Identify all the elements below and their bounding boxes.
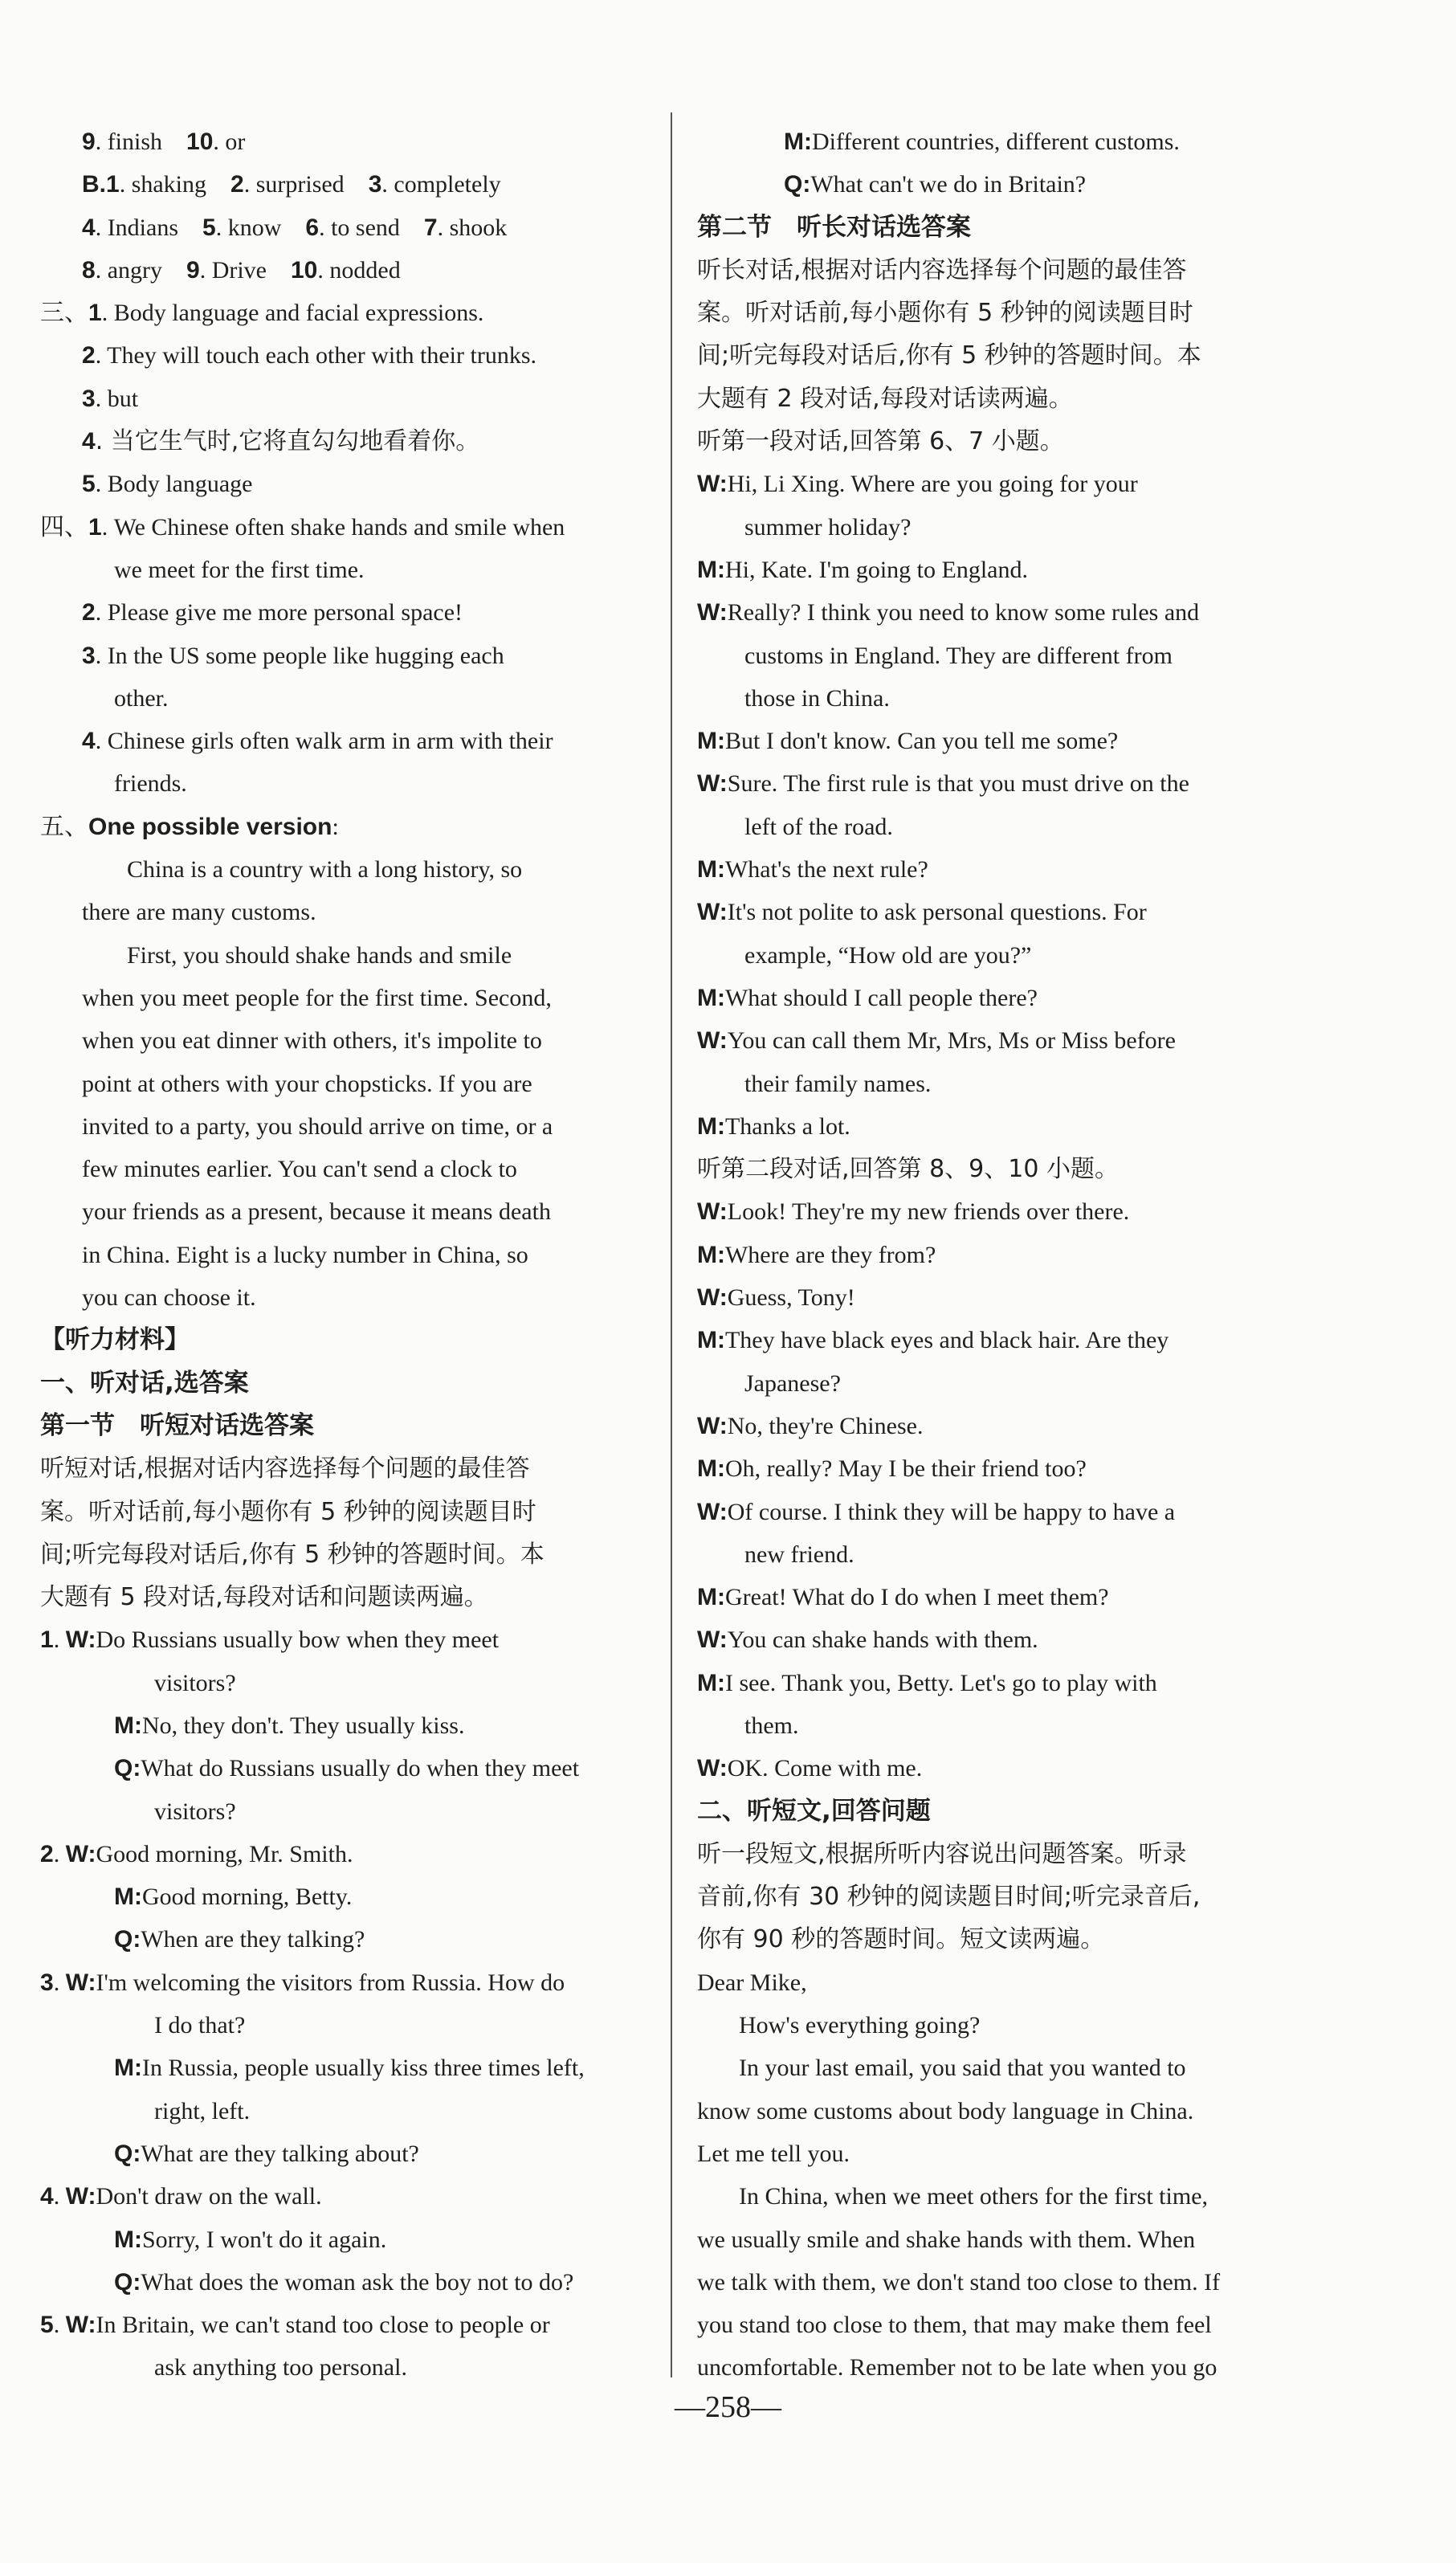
c1-turn — [697, 1019, 1315, 1062]
dialogue-text: Oh, really? May I be their friend too? — [724, 1455, 1087, 1483]
speaker-label: M: — [697, 556, 725, 583]
letter-line: Let me tell you. — [697, 2140, 850, 2167]
intro-line: 听长对话,根据对话内容选择每个问题的最佳答 — [697, 255, 1187, 284]
c1-turn-cont: example, “How old are you?” — [744, 941, 1032, 969]
speaker-label: W: — [697, 1027, 728, 1055]
dialogue-text: Great! What do I do when I meet them? — [724, 1584, 1109, 1611]
dialogue-1-q: Q:What do Russians usually do when they meet — [114, 1755, 580, 1782]
column-divider — [671, 112, 672, 2377]
dialogue-2-m: M:Good morning, Betty. — [114, 1883, 353, 1911]
letter-line: you stand too close to them, that may make them feel — [697, 2312, 1212, 2339]
speaker-label: M: — [697, 984, 725, 1011]
c2-turn — [697, 1747, 1315, 1790]
essay-line: your friends as a present, because it means death — [82, 1198, 551, 1226]
sec4-answer-1-cont: we meet for the first time. — [114, 556, 365, 583]
c1-turn — [697, 720, 1315, 762]
speaker-label: W: — [697, 599, 728, 626]
dialogue-text: Sure. The first rule is that you must drive on the — [727, 770, 1189, 798]
c2-turn — [697, 1276, 1315, 1319]
intro-line: 案。听对话前,每小题你有 5 秒钟的阅读题目时 — [40, 1497, 536, 1526]
intro-line: 间;听完每段对话后,你有 5 秒钟的答题时间。本 — [697, 341, 1201, 370]
speaker-label: M: — [697, 1241, 725, 1268]
sec4-answer-3-cont: other. — [114, 684, 169, 712]
c1-turn-cont: summer holiday? — [744, 513, 912, 541]
speaker-label: W: — [697, 1412, 728, 1439]
c1-turn-cont: left of the road. — [744, 813, 893, 840]
c2-turn — [697, 1447, 1315, 1490]
sec3-answer-4: 4. 当它生气时,它将直勾勾地看着你。 — [82, 427, 480, 456]
dialogue-text: But I don't know. Can you tell me some? — [724, 728, 1119, 755]
sec4-answer-1: 四、1. We Chinese often shake hands and smile when — [40, 512, 565, 541]
c2-turn — [697, 1576, 1315, 1618]
listening-sec1-heading: 第一节 听短对话选答案 — [40, 1410, 314, 1440]
speaker-label: W: — [697, 770, 728, 798]
speaker-label: M: — [697, 1584, 725, 1611]
dialogue-text: It's not polite to ask personal questions. For — [727, 899, 1147, 926]
conversation-1 — [697, 463, 1315, 1148]
speaker-label: M: — [697, 856, 725, 884]
speaker-label: M: — [697, 728, 725, 755]
essay-line: in China. Eight is a lucky number in China, so — [82, 1241, 528, 1268]
speaker-label: M: — [697, 1669, 725, 1696]
c1-turn — [697, 762, 1315, 805]
conversation-2 — [697, 1190, 1315, 1790]
letter-line: In your last email, you said that you wanted to — [739, 2055, 1186, 2082]
dialogue-3-m: M:In Russia, people usually kiss three times left, — [114, 2055, 585, 2082]
dialogue-text: You can call them Mr, Mrs, Ms or Miss before — [727, 1027, 1176, 1055]
dialogue-line-cont: visitors? — [154, 1798, 236, 1825]
c1-turn — [697, 891, 1315, 933]
answer-line-b3: 8. angry 9. Drive 10. nodded — [82, 256, 401, 284]
speaker-label: W: — [697, 1626, 728, 1654]
answer-line-b2: 4. Indians 5. know 6. to send 7. shook — [82, 214, 508, 241]
dialogue-text: Thanks a lot. — [724, 1112, 850, 1140]
dialogue-1-w: 1. W:Do Russians usually bow when they meet — [40, 1626, 500, 1654]
conversation-1-prompt: 听第一段对话,回答第 6、7 小题。 — [697, 427, 1064, 456]
speaker-label: W: — [697, 1498, 728, 1525]
speaker-label: W: — [697, 1284, 728, 1312]
letter-line: we talk with them, we don't stand too close to them. If — [697, 2268, 1221, 2296]
sec3-answer-2: 2. They will touch each other with their trunks. — [82, 342, 537, 369]
answer-line-9-10: 9. finish 10. or — [82, 129, 246, 155]
letter-line: How's everything going? — [739, 2012, 981, 2039]
sec4-answer-4: 4. Chinese girls often walk arm in arm with their — [82, 728, 553, 755]
dialogue-text: They have black eyes and black hair. Are they — [724, 1327, 1169, 1354]
c1-turn — [697, 1105, 1315, 1148]
dialogue-3-q: Q:What are they talking about? — [114, 2140, 419, 2167]
listening-sec2-heading: 第二节 听长对话选答案 — [697, 212, 971, 242]
c2-turn — [697, 1190, 1315, 1233]
c1-turn-cont: customs in England. They are different from — [744, 642, 1173, 669]
sec5-heading: 五、One possible version: — [40, 812, 339, 841]
intro-line: 听一段短文,根据所听内容说出问题答案。听录 — [697, 1839, 1187, 1868]
c1-turn — [697, 463, 1315, 505]
speaker-label: M: — [697, 1455, 725, 1483]
page-number: —258— — [675, 2390, 781, 2424]
sec3-answer-1: 三、1. Body language and facial expressions. — [40, 299, 484, 328]
letter-line: we usually smile and shake hands with them. When — [697, 2226, 1196, 2253]
c2-turn-cont: new friend. — [744, 1541, 854, 1568]
dialogue-text: Look! They're my new friends over there. — [727, 1198, 1130, 1226]
c2-turn — [697, 1405, 1315, 1447]
c2-turn — [697, 1234, 1315, 1276]
speaker-label: W: — [697, 1198, 728, 1226]
dialogue-text: OK. Come with me. — [727, 1755, 923, 1782]
c2-turn — [697, 1618, 1315, 1661]
c1-turn — [697, 848, 1315, 891]
letter-line: uncomfortable. Remember not to be late when you go — [697, 2354, 1217, 2381]
dialogue-5-q: Q:What can't we do in Britain? — [784, 171, 1087, 198]
intro-line: 案。听对话前,每小题你有 5 秒钟的阅读题目时 — [697, 299, 1193, 328]
essay-line: point at others with your chopsticks. If you are — [82, 1070, 532, 1097]
dialogue-line-cont: ask anything too personal. — [154, 2354, 407, 2381]
listening-part1-heading: 一、听对话,选答案 — [40, 1368, 249, 1398]
speaker-label: W: — [697, 471, 728, 498]
dialogue-line-cont: I do that? — [154, 2012, 246, 2039]
intro-line: 听短对话,根据对话内容选择每个问题的最佳答 — [40, 1455, 530, 1484]
essay-line: you can choose it. — [82, 1284, 256, 1312]
sec3-answer-5: 5. Body language — [82, 471, 253, 498]
dialogue-text: Hi, Kate. I'm going to England. — [724, 556, 1028, 583]
c1-turn — [697, 977, 1315, 1019]
essay-line: there are many customs. — [82, 899, 316, 926]
intro-line: 大题有 5 段对话,每段对话和问题读两遍。 — [40, 1583, 488, 1612]
dialogue-4-m: M:Sorry, I won't do it again. — [114, 2226, 387, 2253]
dialogue-4-q: Q:What does the woman ask the boy not to do? — [114, 2268, 574, 2296]
dialogue-text: What's the next rule? — [724, 856, 928, 884]
c1-turn — [697, 591, 1315, 634]
dialogue-line-cont: visitors? — [154, 1669, 236, 1696]
dialogue-text: Hi, Li Xing. Where are you going for your — [727, 471, 1138, 498]
intro-line: 间;听完每段对话后,你有 5 秒钟的答题时间。本 — [40, 1540, 544, 1569]
c2-turn — [697, 1491, 1315, 1533]
intro-line: 音前,你有 30 秒钟的阅读题目时间;听完录音后, — [697, 1883, 1201, 1912]
dialogue-text: You can shake hands with them. — [727, 1626, 1038, 1654]
essay-line: few minutes earlier. You can't send a clock to — [82, 1156, 517, 1183]
sec4-answer-4-cont: friends. — [114, 770, 187, 798]
dialogue-4-w: 4. W:Don't draw on the wall. — [40, 2183, 322, 2210]
dialogue-text: Guess, Tony! — [727, 1284, 855, 1312]
sec4-answer-2: 2. Please give me more personal space! — [82, 599, 463, 626]
dialogue-text: I see. Thank you, Betty. Let's go to play with — [724, 1669, 1157, 1696]
c1-turn — [697, 549, 1315, 591]
letter-line: know some customs about body language in China. — [697, 2097, 1194, 2124]
letter-greeting: Dear Mike, — [697, 1969, 807, 1996]
c2-turn-cont: them. — [744, 1712, 799, 1739]
essay-line: China is a country with a long history, so — [127, 856, 523, 884]
listening-part2-heading: 二、听短文,回答问题 — [697, 1796, 931, 1826]
dialogue-text: Really? I think you need to know some rules and — [727, 599, 1200, 626]
conversation-2-prompt: 听第二段对话,回答第 8、9、10 小题。 — [697, 1155, 1119, 1184]
speaker-label: W: — [697, 1755, 728, 1782]
c1-turn-cont: their family names. — [744, 1070, 932, 1097]
dialogue-2-q: Q:When are they talking? — [114, 1926, 365, 1953]
right-column — [697, 120, 1315, 2390]
dialogue-2-w: 2. W:Good morning, Mr. Smith. — [40, 1840, 353, 1867]
c2-turn — [697, 1319, 1315, 1361]
dialogue-text: No, they're Chinese. — [727, 1412, 924, 1439]
listening-title: 【听力材料】 — [40, 1325, 190, 1355]
left-column — [40, 120, 659, 2390]
answer-line-b1: B.1. shaking 2. surprised 3. completely — [82, 171, 501, 198]
letter-line: In China, when we meet others for the first time, — [739, 2183, 1209, 2210]
speaker-label: M: — [697, 1112, 725, 1140]
dialogue-3-w: 3. W:I'm welcoming the visitors from Russia. How do — [40, 1969, 565, 1996]
dialogue-text: What should I call people there? — [724, 984, 1038, 1011]
c1-turn-cont: those in China. — [744, 684, 890, 712]
speaker-label: W: — [697, 899, 728, 926]
intro-line: 大题有 2 段对话,每段对话读两遍。 — [697, 384, 1073, 413]
sec4-answer-3: 3. In the US some people like hugging each — [82, 642, 504, 669]
c2-turn-cont: Japanese? — [744, 1369, 841, 1397]
dialogue-line-cont: right, left. — [154, 2097, 251, 2124]
dialogue-5-w: 5. W:In Britain, we can't stand too close to people or — [40, 2312, 550, 2339]
c2-turn — [697, 1662, 1315, 1704]
essay-line: when you eat dinner with others, it's impolite to — [82, 1027, 542, 1055]
dialogue-text: Where are they from? — [724, 1241, 936, 1268]
essay-line: invited to a party, you should arrive on time, or a — [82, 1112, 553, 1140]
essay-line: when you meet people for the first time. Second, — [82, 984, 552, 1011]
essay-line: First, you should shake hands and smile — [127, 941, 512, 969]
dialogue-text: Of course. I think they will be happy to have a — [727, 1498, 1176, 1525]
dialogue-1-m: M:No, they don't. They usually kiss. — [114, 1712, 465, 1739]
intro-line: 你有 90 秒的答题时间。短文读两遍。 — [697, 1925, 1105, 1954]
speaker-label: M: — [697, 1327, 725, 1354]
sec3-answer-3: 3. but — [82, 385, 139, 412]
dialogue-5-m: M:Different countries, different customs. — [784, 129, 1180, 155]
